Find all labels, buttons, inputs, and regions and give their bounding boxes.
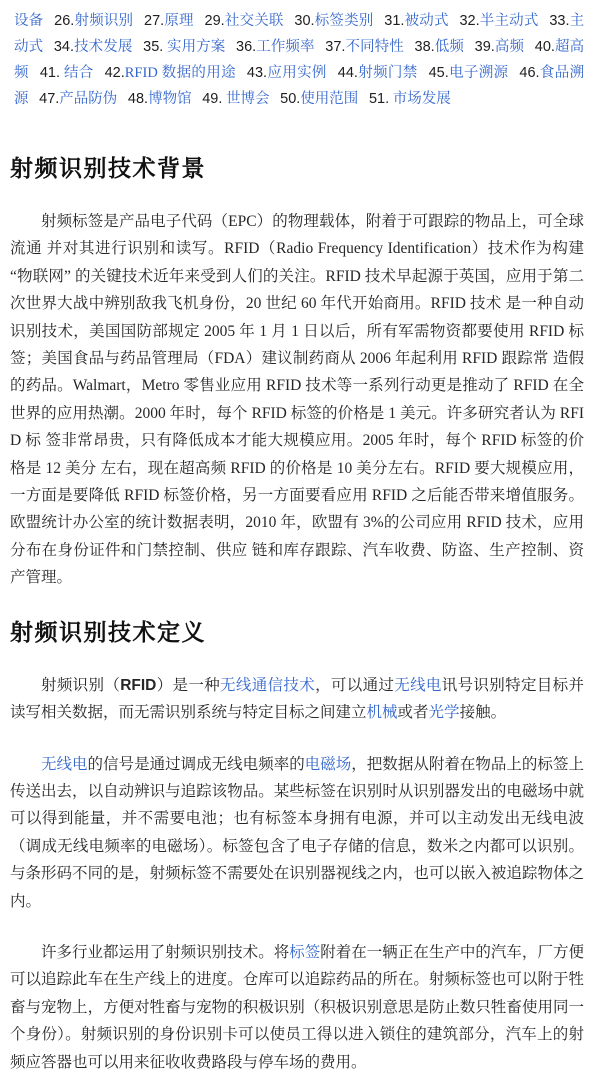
toc-link[interactable]: 实用方案: [163, 39, 226, 55]
toc-item: [280, 91, 358, 107]
text-run: 许多行业都运用了射频识别技术。将: [41, 943, 290, 961]
inline-link[interactable]: 无线电: [394, 676, 442, 694]
text-run: ，可以通过: [315, 676, 395, 694]
toc-item: [39, 91, 117, 107]
toc-item-number: 29.: [204, 13, 225, 29]
toc-item: [415, 39, 464, 55]
toc-item: [54, 13, 133, 29]
toc-link[interactable]: 设备: [14, 13, 44, 29]
toc-item-number: 42.: [104, 65, 125, 81]
toc-item-number: 27.: [144, 13, 165, 29]
toc-item-number: 35.: [143, 39, 164, 55]
toc-link[interactable]: 高频: [494, 39, 525, 55]
toc-item: [144, 13, 194, 29]
toc-link[interactable]: 结合: [59, 65, 94, 81]
toc-link[interactable]: 市场发展: [389, 91, 451, 107]
toc-link[interactable]: 主动式: [14, 13, 585, 55]
text-run: 讯号识别特定目标并读写相关数据，而无需识别系统与特定目标之间建立: [10, 676, 584, 722]
toc-item: [294, 13, 373, 29]
inline-link[interactable]: 无线通信技术: [220, 676, 316, 694]
toc-item-number: 45.: [428, 65, 449, 81]
text-run: 射频识别（: [41, 676, 121, 694]
toc-item-number: 49.: [202, 91, 223, 107]
toc-link[interactable]: 半主动式: [479, 13, 539, 29]
toc-item: [369, 91, 451, 107]
toc-item-number: 34.: [53, 39, 75, 55]
toc-item: [14, 13, 43, 29]
toc-item: [236, 39, 315, 55]
toc-item-number: 50.: [280, 91, 301, 107]
section-heading-definition: 射频识别技术定义: [10, 619, 206, 645]
toc-item-number: 46.: [519, 65, 540, 81]
toc-link[interactable]: 技术发展: [74, 39, 133, 55]
toc-item-number: 43.: [246, 65, 268, 81]
text-run: 或者: [397, 704, 429, 722]
toc: [14, 8, 584, 112]
text-run: 射频标签是产品电子代码（EPC）的物理载体，附着于可跟踪的物品上，可全球流通 并对其进行识别和读写。RFID（Radio Frequency Identification）技术作为构建“物联网” 的关键技术近年来受到人们的关注。RFID 技术早起源于英国，应用于第二次世界大战中辨别敌我飞机身份，20 世纪 60 年代开始商用。RFID 技术 是一种自动识别技术，美国国防部规定 2005 年 1 月 1 日以后，所有军需物资都要使用 RFID 标签；美国食品与药品管理局（FDA）建议制药商从 2006 年起利用 RFID 跟踪常 造假的药品。Walmart，Metro 零售业应用 RFID 技术等一系列行动更是推动了 RFID 在全 世界的应用热潮。2000 年时，每个 RFID 标签的价格是 1 美元。许多研究者认为 RFID 标 签非常昂贵，只有降低成本才能大规模应用。2005 年时，每个 RFID 标签的价格是 12 美分 左右，现在超高频 RFID 的价格是 10 美分左右。RFID 要大规模应用，一方面是要降低 RFID 标签价格，另一方面要看应用 RFID 之后能否带来增值服务。欧盟统计办公室的统计数据表明，2010 年，欧盟有 3%的公司应用 RFID 技术，应用分布在身份证件和门禁控制、供应 链和库存跟踪、汽车收费、防盗、生产控制、资产管理。: [10, 213, 584, 587]
paragraph-background-1: [10, 184, 584, 592]
toc-item: [338, 65, 418, 81]
toc-link[interactable]: 低频: [434, 39, 464, 55]
toc-link[interactable]: 应用实例: [267, 65, 327, 81]
toc-item-number: 48.: [127, 91, 149, 107]
section-background: [10, 154, 584, 592]
toc-link[interactable]: 不同特性: [345, 39, 404, 55]
toc-item-number: 31.: [384, 13, 405, 29]
toc-link[interactable]: RFID 数据的用途: [124, 65, 236, 81]
inline-link[interactable]: 标签: [289, 943, 321, 961]
inline-link[interactable]: 无线电: [41, 755, 88, 773]
section-heading-background: 射频识别技术背景: [10, 156, 206, 181]
bold-text: RFID: [120, 676, 157, 694]
toc-link[interactable]: 原理: [164, 13, 194, 29]
toc-link[interactable]: 电子溯源: [448, 65, 509, 81]
toc-item: [54, 39, 133, 55]
text-run: ，把数据从附着在物品上的标签上传送出去，以自动辨识与追踪该物品。某些标签在识别时从识别器发出的电磁场中就可以得到能量，并不需要电池；也有标签本身拥有电源，并可以主动发出无线电波（调成无线电频率的电磁场）。标签包含了电子存储的信息，数米之内都可以识别。与条形码不同的是，射频标签不需要处在识别器视线之内，也可以嵌入被追踪物体之内。: [10, 755, 584, 910]
toc-item: [325, 39, 404, 55]
toc-link[interactable]: 工作频率: [256, 39, 315, 55]
toc-item: [384, 13, 448, 29]
toc-item-number: 51.: [368, 91, 390, 107]
toc-item-number: 47.: [39, 91, 60, 107]
section-definition: [10, 618, 584, 1076]
toc-item: [40, 65, 94, 81]
toc-link[interactable]: 世博会: [222, 91, 270, 107]
toc-item-number: 26.: [54, 13, 75, 29]
toc-item-number: 36.: [236, 39, 257, 55]
toc-item-number: 38.: [414, 39, 435, 55]
toc-link[interactable]: 社交关联: [224, 13, 284, 29]
toc-item-number: 41.: [39, 65, 60, 81]
toc-link[interactable]: 射频门禁: [357, 65, 418, 81]
text-run: ）是一种: [156, 676, 221, 694]
toc-item: [205, 13, 284, 29]
paragraph-definition-3: [10, 915, 584, 1076]
paragraph-definition-2: [10, 727, 584, 915]
toc-item-number: 44.: [337, 65, 358, 81]
toc-link[interactable]: 超高频: [14, 39, 585, 81]
toc-link[interactable]: 标签类别: [314, 13, 374, 29]
toc-item: [475, 39, 524, 55]
toc-link[interactable]: 射频识别: [74, 13, 134, 29]
inline-link[interactable]: 光学: [428, 704, 460, 722]
toc-item: [459, 13, 538, 29]
toc-item-number: 32.: [459, 13, 480, 29]
toc-link[interactable]: 产品防伪: [59, 91, 118, 107]
toc-item: [143, 39, 225, 55]
toc-item: [105, 65, 236, 81]
toc-item-number: 33.: [549, 13, 570, 29]
text-run: 附着在一辆正在生产中的汽车，厂方便可以追踪此车在生产线上的进度。仓库可以追踪药品的所在。射频标签也可以附于牲畜与宠物上，方便对牲畜与宠物的积极识别（积极识别意思是防止数只牲畜使用同一个身份）。射频识别的身份识别卡可以使员工得以进入锁住的建筑部分，汽车上的射频应答器也可以用来征收收费路段与停车场的费用。: [10, 943, 584, 1071]
toc-item: [202, 91, 269, 107]
toc-item-number: 30.: [294, 13, 315, 29]
inline-link[interactable]: 机械: [366, 704, 398, 722]
toc-link[interactable]: 博物馆: [148, 91, 192, 107]
toc-item: [128, 91, 192, 107]
text-run: 的信号是通过调成无线电频率的: [87, 755, 305, 773]
toc-item-number: 40.: [534, 39, 555, 55]
toc-item-number: 37.: [325, 39, 346, 55]
toc-item-number: 39.: [474, 39, 495, 55]
toc-link[interactable]: 使用范围: [300, 91, 359, 107]
text-run: 接触。: [459, 704, 507, 722]
paragraph-definition-1: [10, 648, 584, 727]
toc-item: [247, 65, 327, 81]
inline-link[interactable]: 电磁场: [304, 755, 352, 773]
toc-item: [429, 65, 509, 81]
toc-link[interactable]: 食品溯源: [14, 65, 585, 107]
toc-link[interactable]: 被动式: [404, 13, 449, 29]
